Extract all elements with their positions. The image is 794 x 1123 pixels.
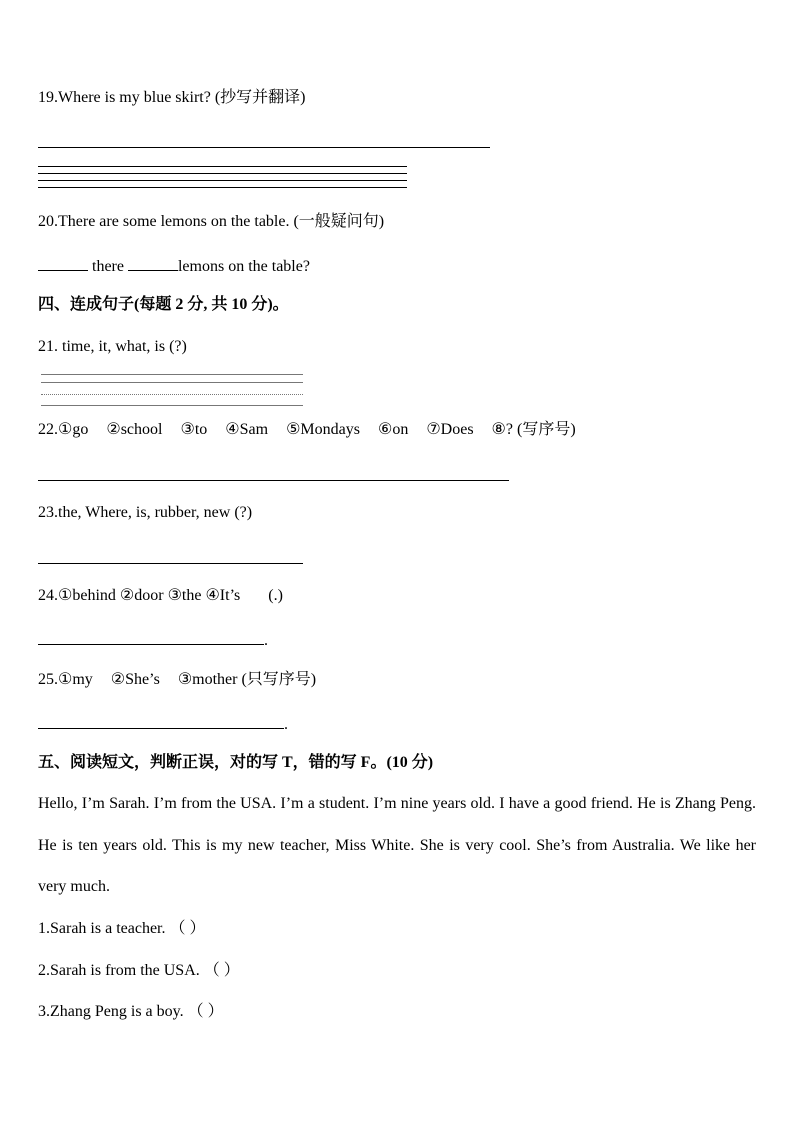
writing-line (38, 166, 407, 167)
blank-field[interactable] (38, 254, 88, 271)
blank-field[interactable] (38, 712, 284, 729)
word-item: ⑧? (写序号) (491, 421, 576, 438)
writing-line (41, 374, 303, 375)
word-item: ⑦Does (426, 421, 474, 438)
reading-passage: Hello, I’m Sarah. I’m from the USA. I’m a student. I’m nine years old. I have a good friend. He is Zhang Peng. He is ten years old. This is my new teacher, Miss White. She is very cool. She’s from Australia. We like her very much. (38, 795, 756, 895)
word-item: 24.①behind (38, 587, 116, 604)
word-item: 22.①go (38, 421, 89, 438)
writing-line (38, 187, 407, 188)
word-item: ③the (167, 587, 202, 604)
answer-line-23[interactable] (38, 563, 303, 564)
word-item: ②She’s (110, 671, 160, 688)
answer-line-22[interactable] (38, 480, 509, 481)
writing-line (38, 180, 407, 181)
writing-line (41, 394, 303, 395)
section-4-title: 四、连成句子(每题 2 分, 共 10 分)。 (38, 296, 289, 313)
word-item: ④Sam (225, 421, 269, 438)
writing-line (41, 405, 303, 406)
word-item: ③mother (只写序号) (177, 671, 317, 688)
answer-20 (38, 254, 310, 277)
word-item: 25.①my (38, 671, 93, 688)
word-item: ②school (106, 421, 163, 438)
tf-question-text: 3.Zhang Peng is a boy. (38, 1003, 184, 1020)
answer-25 (38, 712, 288, 735)
answer-paren[interactable]: （ ） (169, 920, 206, 937)
question-21: 21. time, it, what, is (?) (38, 338, 187, 355)
question-22 (38, 420, 576, 440)
answer-20-word1: there (92, 258, 124, 275)
end-mark: (.) (268, 587, 283, 604)
tf-question-text: 1.Sarah is a teacher. (38, 920, 166, 937)
writing-line (41, 382, 303, 383)
answer-line-19[interactable] (38, 147, 490, 148)
section-5-title: 五、阅读短文，判断正误，对的写 T，错的写 F。(10 分) (38, 754, 434, 771)
question-25 (38, 670, 316, 690)
question-24 (38, 586, 283, 606)
answer-paren[interactable]: （ ） (187, 1003, 224, 1020)
answer-20-tail: lemons on the table? (177, 258, 310, 275)
word-item: ④It’s (205, 587, 241, 604)
question-19: 19.Where is my blue skirt? (抄写并翻译) (38, 89, 306, 106)
period: . (284, 716, 288, 733)
word-item: ⑤Mondays (286, 421, 360, 438)
writing-line (38, 173, 407, 174)
word-item: ③to (180, 421, 208, 438)
answer-24 (38, 628, 268, 651)
word-item: ②door (119, 587, 164, 604)
blank-field[interactable] (38, 628, 264, 645)
tf-question-text: 2.Sarah is from the USA. (38, 962, 200, 979)
tf-question-1 (38, 919, 206, 939)
period: . (264, 632, 268, 649)
tf-question-3 (38, 1002, 224, 1022)
word-item: ⑥on (377, 421, 409, 438)
blank-field[interactable] (128, 254, 178, 271)
tf-question-2 (38, 961, 240, 981)
question-20: 20.There are some lemons on the table. (一般疑问句) (38, 213, 385, 230)
answer-paren[interactable]: （ ） (203, 962, 240, 979)
question-23: 23.the, Where, is, rubber, new (?) (38, 504, 253, 521)
